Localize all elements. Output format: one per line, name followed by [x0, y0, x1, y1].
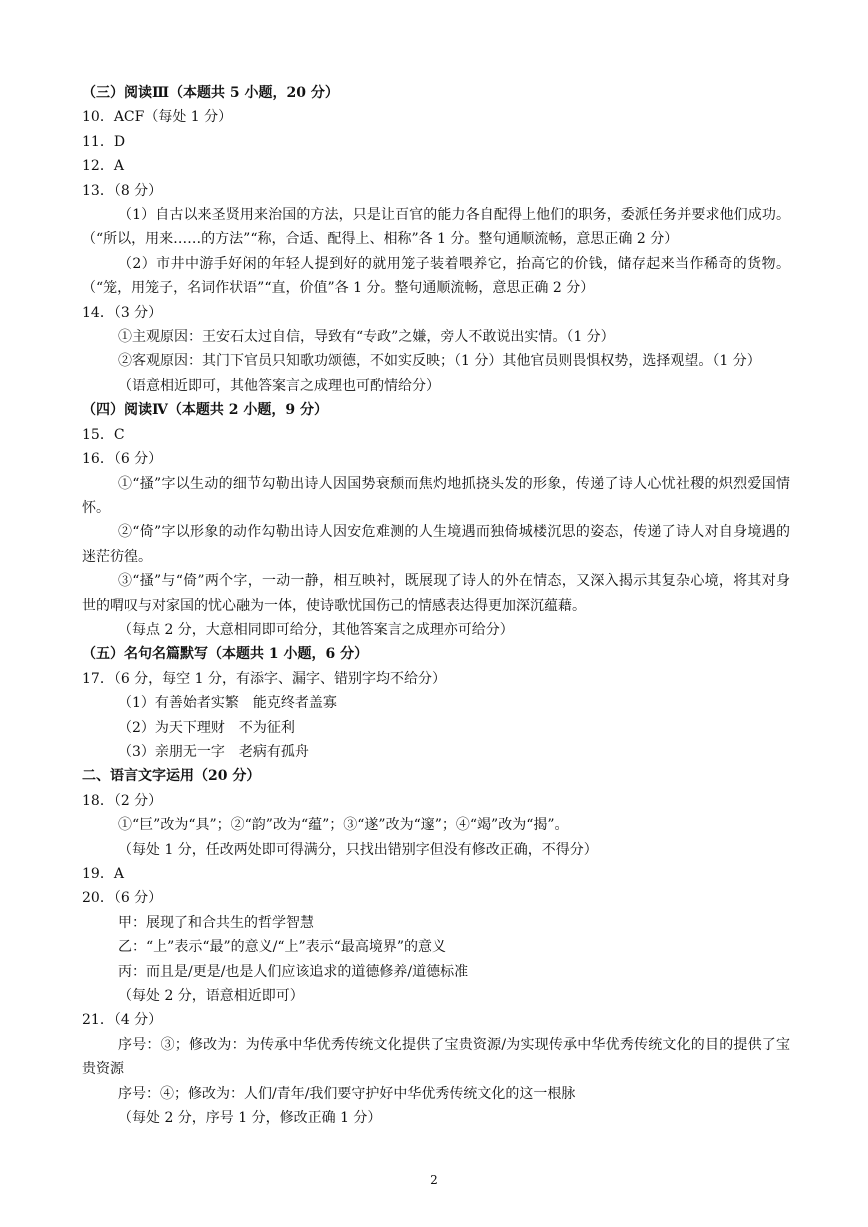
answer-20-note: （每处 2 分，语意相近即可）	[118, 988, 304, 1005]
section-heading-reading-4: （四）阅读Ⅳ（本题共 2 小题，9 分）	[82, 402, 328, 419]
answer-13-header: 13．（8 分）	[82, 182, 163, 199]
answer-21-header: 21．（4 分）	[82, 1012, 163, 1029]
answer-11: 11．D	[82, 133, 126, 150]
answer-14-header: 14．（3 分）	[82, 304, 163, 321]
answer-21-item-4: 序号：④；修改为：人们/青年/我们要守护好中华优秀传统文化的这一根脉	[118, 1085, 576, 1102]
answer-14-note: （语意相近即可，其他答案言之成理也可酌情给分）	[118, 377, 440, 394]
answer-17-header: 17．（6 分，每空 1 分，有添字、漏字、错别字均不给分）	[82, 670, 446, 687]
answer-16-header: 16．（6 分）	[82, 451, 163, 468]
answer-19: 19．A	[82, 866, 124, 882]
section-heading-language-use: 二、语言文字运用（20 分）	[82, 768, 261, 785]
answer-16-point-3: ③“搔”与“倚”两个字，一动一静，相互映衬，既展现了诗人的外在情态，又深入揭示其复杂心境，将其对身世的喟叹与对家国的忧心融为一体，使诗歌忧国伤己的情感表达得更加深沉蕴藉。	[82, 573, 790, 614]
section-heading-recitation: （五）名句名篇默写（本题共 1 小题，6 分）	[82, 646, 369, 663]
answer-16-note: （每点 2 分，大意相同即可给分，其他答案言之成理亦可给分）	[118, 621, 514, 638]
answer-18-corrections: ①“巨”改为“具”；②“韵”改为“蕴”；③“遂”改为“邃”；④“竭”改为“揭”。	[118, 817, 569, 834]
answer-20-yi: 乙：“上”表示“最”的意义/“上”表示“最高境界”的意义	[118, 939, 446, 956]
answer-18-note: （每处 1 分，任改两处即可得满分，只找出错别字但没有修改正确，不得分）	[118, 841, 598, 858]
section-heading-reading-3: （三）阅读Ⅲ（本题共 5 小题，20 分）	[82, 85, 339, 101]
answer-17-blank-3: （3）亲朋无一字 老病有孤舟	[118, 743, 309, 760]
answer-20-header: 20．（6 分）	[82, 890, 163, 907]
answer-12: 12．A	[82, 158, 124, 175]
answer-20-bing: 丙：而且是/更是/也是人们应该追求的道德修养/道德标准	[118, 963, 469, 980]
answer-17-blank-2: （2）为天下理财 不为征利	[118, 719, 295, 736]
page-number: 2	[430, 1173, 438, 1187]
answer-14-subjective: ①主观原因：王安石太过自信，导致有“专政”之嫌，旁人不敢说出实情。（1 分）	[118, 329, 615, 346]
answer-16-point-1: ①“搔”字以生动的细节勾勒出诗人因国势衰颓而焦灼地抓挠头发的形象，传递了诗人心忧社稷的炽烈爱国情怀。	[82, 475, 790, 516]
answer-14-objective: ②客观原因：其门下官员只知歌功颂德，不如实反映；（1 分）其他官员则畏惧权势，选择观望。（1 分）	[118, 353, 761, 370]
answer-16-point-2: ②“倚”字以形象的动作勾勒出诗人因安危难测的人生境遇而独倚城楼沉思的姿态，传递了诗人对自身境遇的迷茫彷徨。	[82, 524, 790, 565]
answer-13-part-1: （1）自古以来圣贤用来治国的方法，只是让百官的能力各自配得上他们的职务，委派任务并要求他们成功。（“所以，用来……的方法”“称，合适、配得上、相称”各 1 分。整句通顺流畅，意思正确 2 分）	[82, 207, 790, 248]
answer-18-header: 18．（2 分）	[82, 792, 163, 809]
answer-10: 10．ACF（每处 1 分）	[82, 109, 233, 126]
answer-13-part-2: （2）市井中游手好闲的年轻人提到好的就用笼子装着喂养它，抬高它的价钱，储存起来当作稀奇的货物。（“笼，用笼子，名词作状语”“直，价值”各 1 分。整句通顺流畅，意思正确 2 分）	[82, 255, 790, 297]
answer-17-blank-1: （1）有善始者实繁 能克终者盖寡	[118, 695, 337, 712]
answer-21-item-3: 序号：③；修改为：为传承中华优秀传统文化提供了宝贵资源/为实现传承中华优秀传统文化的目的提供了宝贵资源	[82, 1036, 790, 1078]
answer-21-note: （每处 2 分，序号 1 分，修改正确 1 分）	[118, 1110, 382, 1127]
answer-15: 15．C	[82, 426, 125, 443]
answer-key-content	[82, 81, 790, 1130]
answer-20-jia: 甲：展现了和合共生的哲学智慧	[118, 914, 314, 931]
